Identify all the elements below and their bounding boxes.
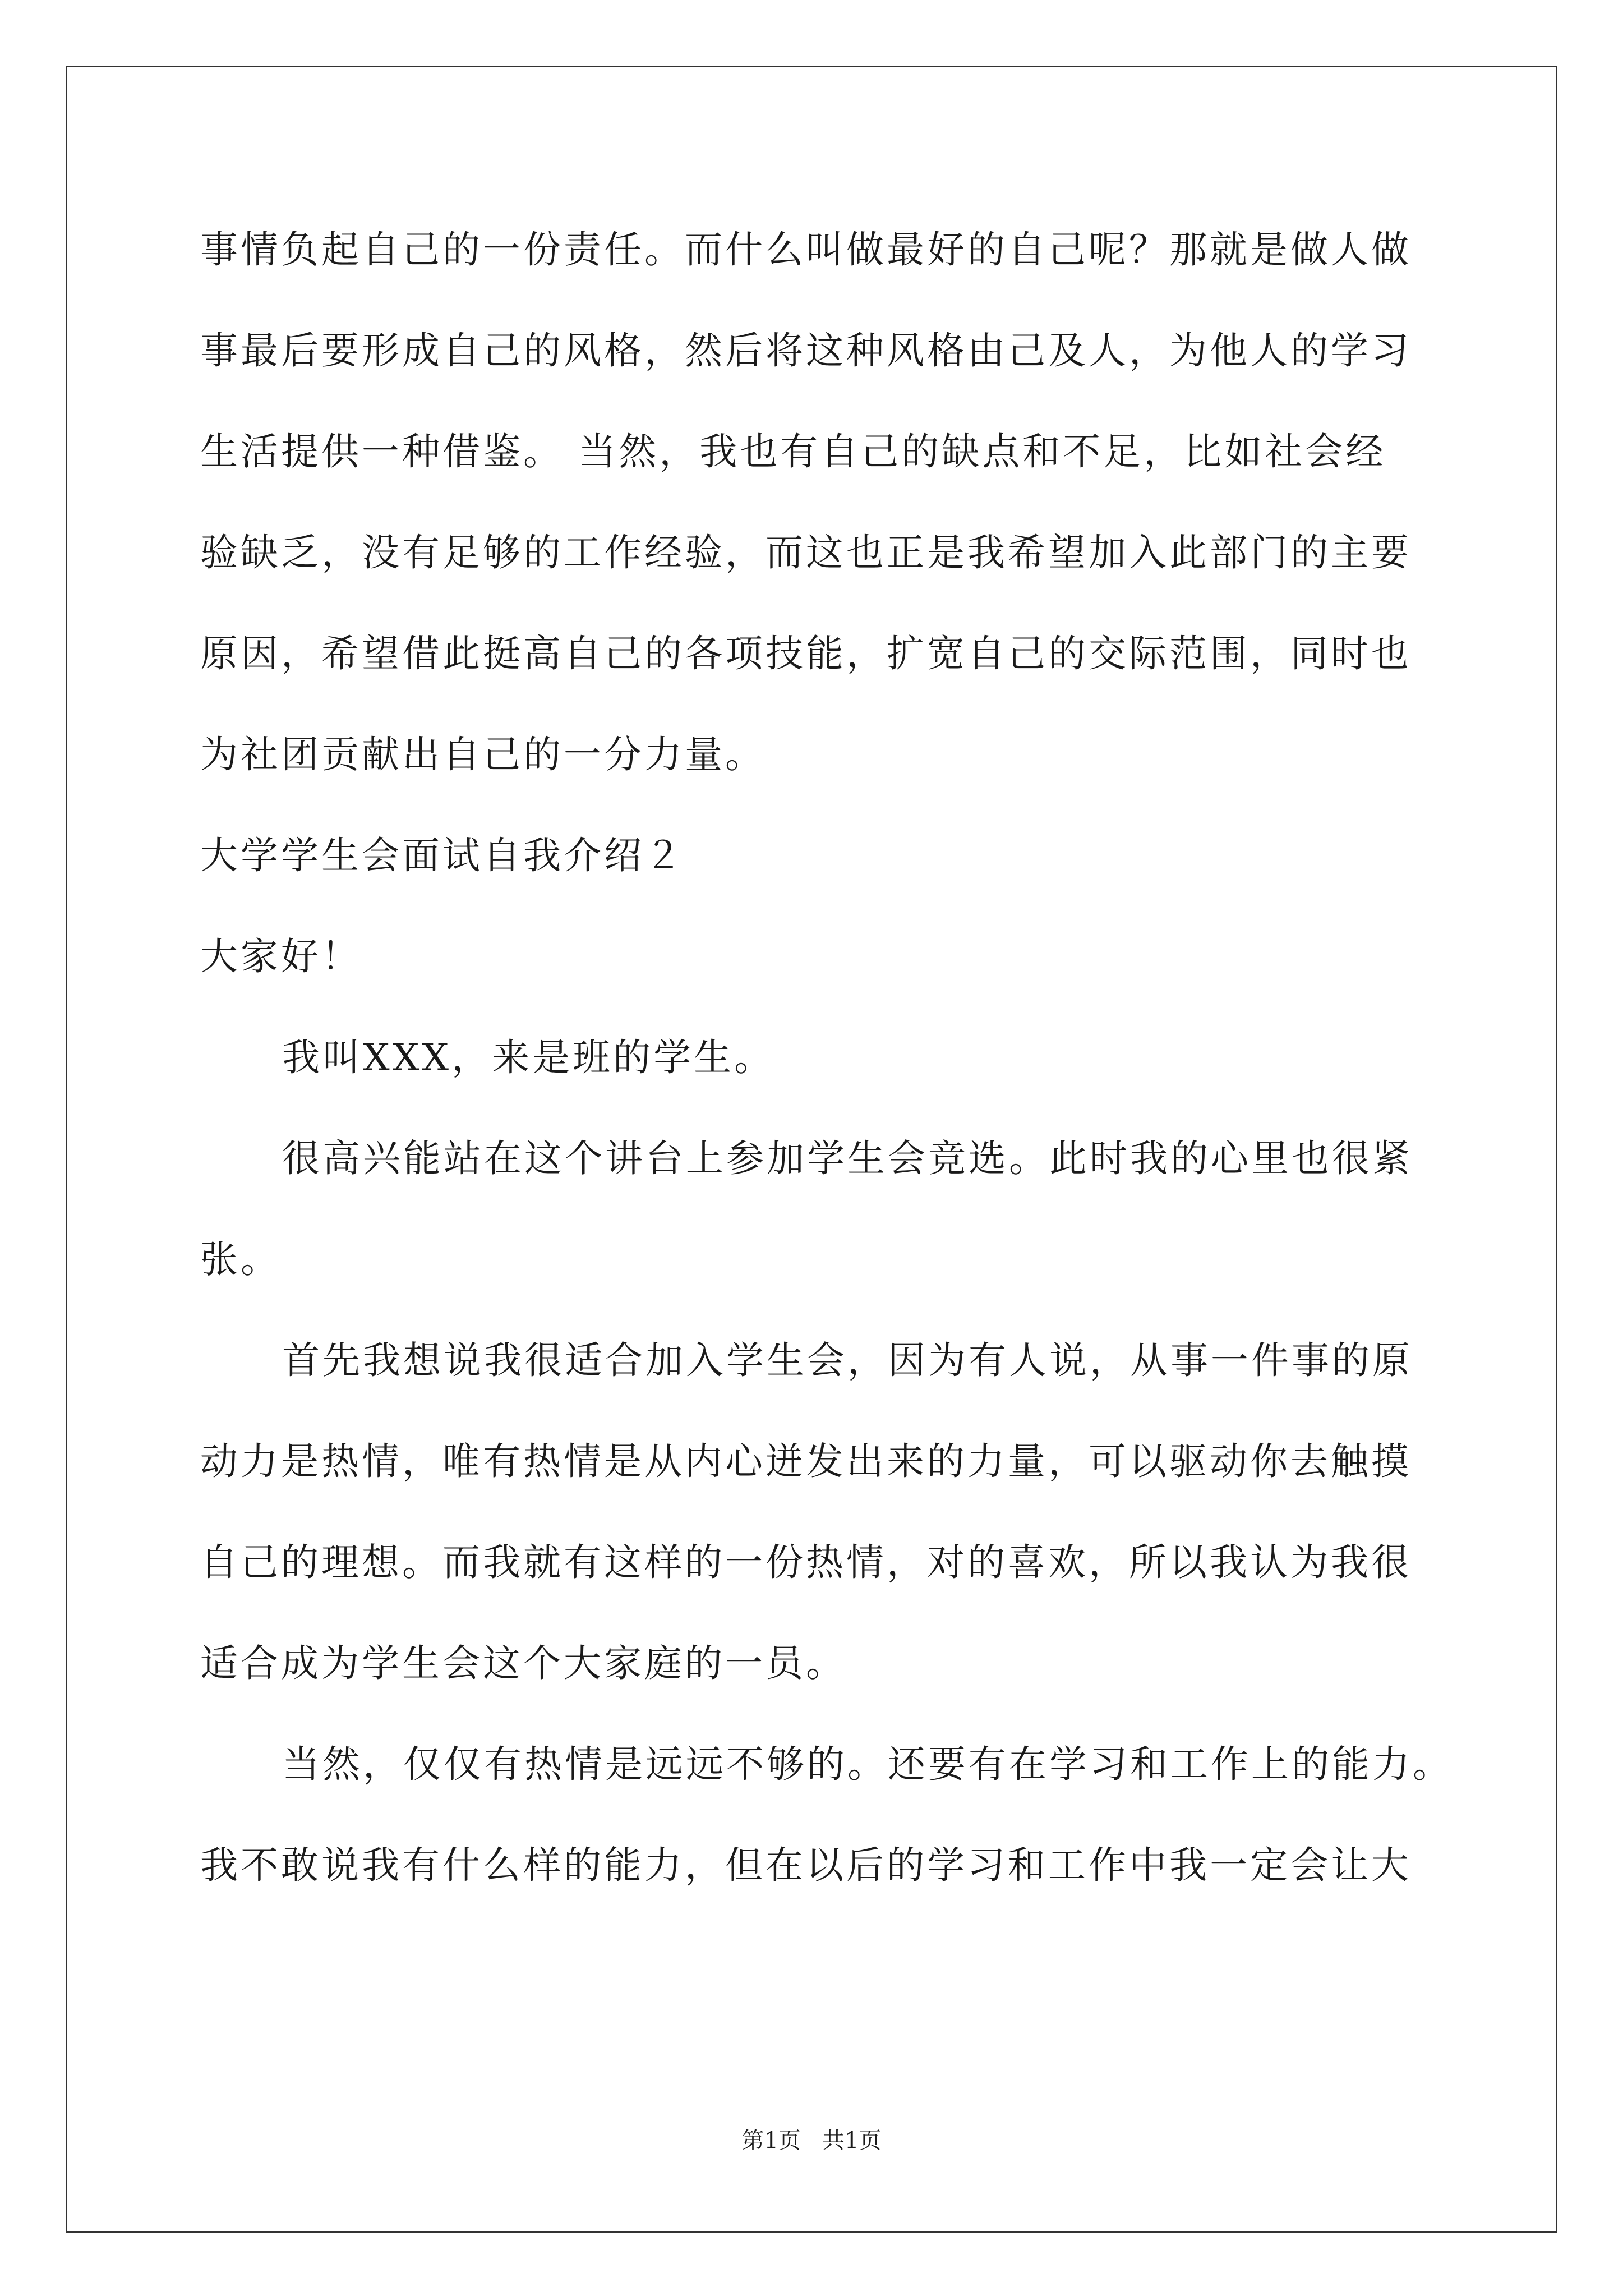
body-line: 自己的理想。而我就有这样的一份热情，对的喜欢，所以我认为我很 — [200, 1540, 1412, 1584]
body-line: 我叫XXX，来是班的学生。 — [282, 1036, 775, 1079]
body-line: 事情负起自己的一份责任。而什么叫做最好的自己呢？那就是做人做 — [200, 228, 1412, 272]
body-line: 动力是热情，唯有热情是从内心迸发出来的力量，可以驱动你去触摸 — [200, 1439, 1412, 1483]
body-line: 很高兴能站在这个讲台上参加学生会竞选。此时我的心里也很紧 — [282, 1137, 1413, 1180]
greeting-line: 大家好！ — [200, 935, 362, 978]
body-line: 张。 — [200, 1237, 281, 1281]
body-line: 当然，仅仅有热情是远远不够的。还要有在学习和工作上的能力。 — [282, 1742, 1453, 1786]
section-heading: 大学学生会面试自我介绍２ — [200, 834, 685, 877]
body-line: 验缺乏，没有足够的工作经验，而这也正是我希望加入此部门的主要 — [200, 531, 1412, 574]
body-line: 适合成为学生会这个大家庭的一员。 — [200, 1641, 846, 1685]
body-line: 为社团贡献出自己的一分力量。 — [200, 733, 766, 776]
page-number: 第1页 共1页 — [741, 2128, 882, 2154]
body-line: 生活提供一种借鉴。 当然，我也有自己的缺点和不足，比如社会经 — [200, 430, 1386, 473]
body-line: 原因，希望借此挺高自己的各项技能，扩宽自己的交际范围，同时也 — [200, 632, 1412, 675]
body-line: 首先我想说我很适合加入学生会，因为有人说，从事一件事的原 — [282, 1338, 1413, 1382]
body-line: 事最后要形成自己的风格，然后将这种风格由己及人，为他人的学习 — [200, 329, 1412, 372]
body-line: 我不敢说我有什么样的能力，但在以后的学习和工作中我一定会让大 — [200, 1843, 1412, 1887]
